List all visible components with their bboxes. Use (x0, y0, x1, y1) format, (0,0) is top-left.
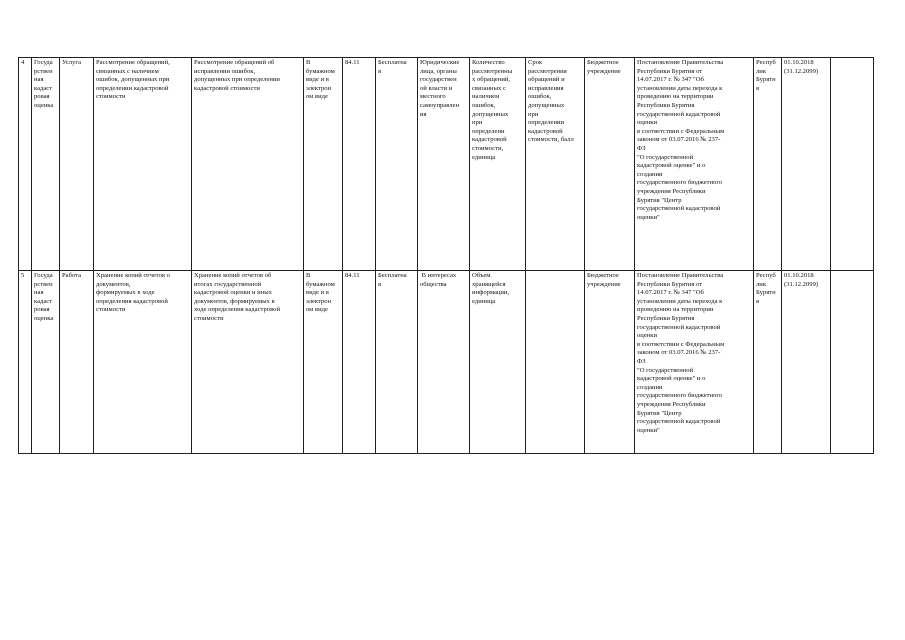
region: Респуб лик Бурятн я (754, 58, 782, 271)
service-content: Хранение копий отчетов об итогах государственной кадастровой оценки и иных документов, формируемых в ходе определения кадастровой стоимости (192, 271, 304, 454)
registry-table (18, 57, 874, 454)
document-page (18, 57, 874, 454)
service-name: Хранение копий отчетов о документов, формируемых в ходе определения кадастровой стоимости (94, 271, 192, 454)
row-number: 5 (19, 271, 32, 454)
payment-type: Бесплатна я (376, 58, 418, 271)
extra-cell (831, 58, 874, 271)
effective-date: 01.10.2018 (31.12.2099) (782, 58, 831, 271)
service-kind: Услуга (60, 58, 94, 271)
row-number: 4 (19, 58, 32, 271)
okved-code: 84.11 (343, 271, 376, 454)
effective-date: 01.10.2018 (31.12.2099) (782, 271, 831, 454)
table-row (19, 58, 874, 271)
volume-indicator: Объем хранящейся информации, единица (470, 271, 526, 454)
provision-form: В бумажном виде и в электрон ом виде (304, 58, 343, 271)
extra-cell (831, 271, 874, 454)
activity-area: Госуда рствен ная кадаст ровая оценка (32, 271, 60, 454)
service-kind: Работа (60, 271, 94, 454)
quality-indicator: Срок рассмотрения обращений и исправления ошибок, допущенных при определении кадастровой стоимости, балл (526, 58, 585, 271)
consumer-category: Юридические лица, органы государствен ой власти и местного самоуправлен ия (418, 58, 470, 271)
quality-indicator (526, 271, 585, 454)
consumer-category: В интересах общества (418, 271, 470, 454)
payment-type: Бесплатна я (376, 271, 418, 454)
service-name: Рассмотрение обращений, связанных с наличием ошибок, допущенных при определении кадастровой стоимости (94, 58, 192, 271)
legal-basis: Постановление Правительства Республики Бурятия от 14.07.2017 г. № 347 "Об установлении даты перехода к проведению на территории Республики Бурятия государственной кадастровой оценки в соответствии с Федеральным законом от 03.07.2016 № 237- ФЗ "О государственной кадастровой оценке" и о создании государственного бюджетного учреждения Республики Бурятия "Центр государственной кадастровой оценки" (635, 271, 754, 454)
okved-code: 84.11 (343, 58, 376, 271)
institution-type: Бюджетное учреждение (585, 271, 635, 454)
region: Респуб лик Бурятн я (754, 271, 782, 454)
institution-type: Бюджетное учреждение (585, 58, 635, 271)
service-content: Рассмотрение обращений об исправлении ошибок, допущенных при определении кадастровой стоимости (192, 58, 304, 271)
activity-area: Госуда рствен ная кадаст ровая оценка (32, 58, 60, 271)
provision-form: В бумажном виде и в электрон ом виде (304, 271, 343, 454)
volume-indicator: Количество рассмотренны х обращений, связанных с наличием ошибок, допущенных при определени кадастровой стоимости, единица (470, 58, 526, 271)
table-row (19, 271, 874, 454)
legal-basis: Постановление Правительства Республики Бурятия от 14.07.2017 г. № 347 "Об установлении даты перехода к проведению на территории Республики Бурятия государственной кадастровой оценки в соответствии с Федеральным законом от 03.07.2016 № 237- ФЗ "О государственной кадастровой оценке" и о создании государственного бюджетного учреждения Республики Бурятия "Центр государственной кадастровой оценки" (635, 58, 754, 271)
